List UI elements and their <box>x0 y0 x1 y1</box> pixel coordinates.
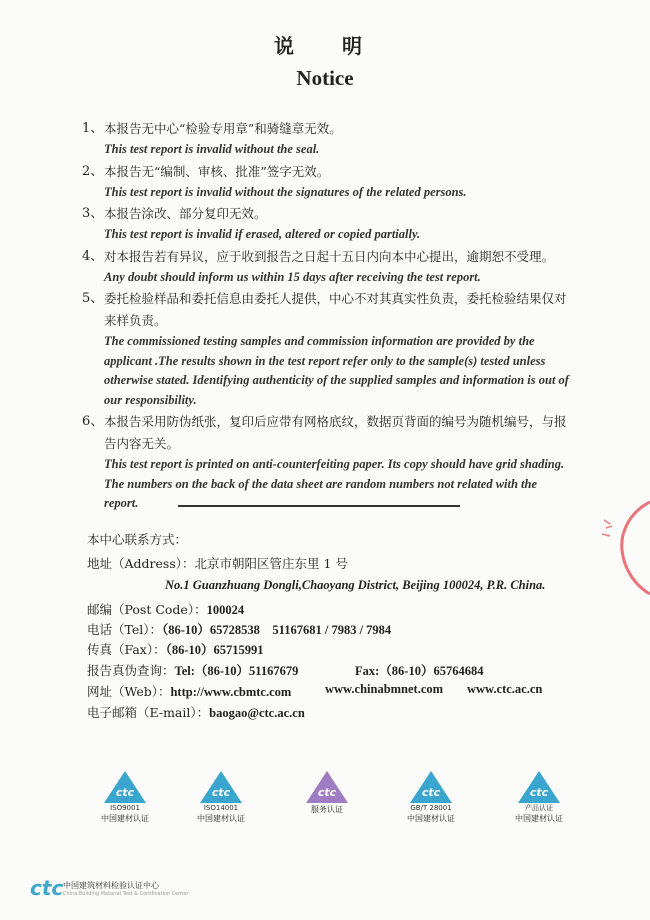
item-text-cn: 委托检验样品和委托信息由委托人提供，中心不对其真实性负责，委托检验结果仅对来样负责。 <box>104 291 567 328</box>
postcode-label: 邮编（Post Code）： <box>87 602 207 617</box>
email-link[interactable]: baogao@ctc.ac.cn <box>209 706 305 720</box>
logo-name: 中国建材认证 <box>197 814 245 823</box>
seal-marks <box>602 520 612 536</box>
logo-mark-text: ctc <box>421 786 441 799</box>
tel-row <box>87 620 391 638</box>
logo-code: 产品认证 <box>525 804 553 812</box>
item-text-cn: 本报告采用防伪纸张，复印后应带有网格底纹，数据页背面的编号为随机编号，与报告内容无关。 <box>104 414 567 451</box>
item-number: 5、 <box>82 291 104 306</box>
logo-mark-text: ctc <box>317 786 337 799</box>
fax-row <box>87 640 264 658</box>
certification-logo <box>166 770 276 824</box>
postcode-value: 100024 <box>206 603 245 617</box>
red-seal-stamp <box>590 498 650 598</box>
item-number: 2、 <box>82 163 104 179</box>
page-title-en: Notice <box>296 66 354 90</box>
logo-code: ISO14001 <box>203 804 239 812</box>
email-row <box>87 703 305 721</box>
ctc-logo: ctc <box>30 876 64 900</box>
notice-item <box>82 246 572 288</box>
ctc-triangle-icon <box>517 770 561 804</box>
footer-org-cn: 中国建筑材料检验认证中心 <box>63 881 159 890</box>
logo-name: 服务认证 <box>311 805 343 814</box>
page-title-cn: 说 明 <box>274 34 376 58</box>
ctc-triangle-icon <box>305 770 349 804</box>
certification-logos <box>0 770 650 830</box>
item-number: 6、 <box>82 414 104 429</box>
item-text-cn: 本报告无中心“检验专用章”和骑缝章无效。 <box>104 121 342 136</box>
inquiry-fax: Fax:（86-10）65764684 <box>355 664 484 678</box>
item-text-cn: 本报告涂改、部分复印无效。 <box>104 206 267 221</box>
logo-name: 中国建材认证 <box>101 814 149 823</box>
seal-arc <box>622 502 650 594</box>
logo-name: 中国建材认证 <box>515 814 563 823</box>
notice-item <box>82 411 572 514</box>
ctc-triangle-icon <box>409 770 453 804</box>
logo-mark-text: ctc <box>115 786 135 799</box>
footer-brand <box>30 874 330 904</box>
address-label: 地址（Address）： <box>87 556 195 571</box>
item-text-en: This test report is invalid without the signatures of the related persons. <box>104 184 467 199</box>
inquiry-row <box>87 661 298 679</box>
divider <box>178 505 460 507</box>
inquiry-label: 报告真伪查询： <box>87 663 175 678</box>
item-text-en: This test report is printed on anti-counterfeiting paper. Its copy should have grid shading. The numbers on the back of the data sheet are random numbers not related with the report. <box>104 457 565 510</box>
item-text-en: This test report is invalid without the seal. <box>104 142 320 156</box>
item-text-en: The commissioned testing samples and commission information are provided by the applicant .The results shown in the test report refer only to the sample(s) tested unless otherwise stated. Identifying authenticity of the supplied samples and information is out of our responsibility. <box>104 334 569 407</box>
ctc-triangle-icon <box>103 770 147 804</box>
ctc-triangle-icon <box>199 770 243 804</box>
item-text-en: Any doubt should inform us within 15 days after receiving the test report. <box>104 269 481 284</box>
web-link-2[interactable]: www.chinabmnet.com <box>325 682 444 696</box>
item-text-cn: 对本报告若有异议，应于收到报告之日起十五日内向本中心提出，逾期恕不受理。 <box>104 248 555 264</box>
logo-code: GB/T 28001 <box>410 804 452 812</box>
tel-value: （86-10）65728538 51167681 / 7983 / 7984 <box>162 623 392 637</box>
address-cn: 北京市朝阳区管庄东里 1 号 <box>194 556 348 571</box>
notice-item <box>82 203 572 245</box>
web-link-3[interactable]: www.ctc.ac.cn <box>467 682 543 696</box>
item-number: 4、 <box>82 248 104 264</box>
certification-logo <box>376 770 486 824</box>
notice-item <box>82 288 572 410</box>
address-en: No.1 Guanzhuang Dongli,Chaoyang District, Beijing 100024, P.R. China. <box>165 578 546 592</box>
item-number: 3、 <box>82 206 104 221</box>
web-label: 网址（Web）： <box>87 684 171 699</box>
logo-mark-text: ctc <box>529 786 549 799</box>
notice-item <box>82 118 572 160</box>
fax-label: 传真（Fax）： <box>87 642 166 657</box>
tel-label: 电话（Tel）： <box>87 622 163 637</box>
footer-org-en: China Building Material Test & Certification Center <box>63 891 189 897</box>
web-row <box>87 682 291 700</box>
postcode-row <box>87 600 244 618</box>
logo-name: 中国建材认证 <box>407 814 455 823</box>
contact-heading: 本中心联系方式： <box>87 532 188 547</box>
fax-value: （86-10）65715991 <box>165 643 264 657</box>
notice-list <box>82 118 572 515</box>
item-number: 1、 <box>82 121 104 136</box>
email-label: 电子邮箱（E-mail）： <box>87 705 210 720</box>
certification-logo <box>484 770 594 824</box>
logo-mark-text: ctc <box>211 786 231 799</box>
logo-code: ISO9001 <box>110 804 140 812</box>
item-text-cn: 本报告无“编制、审核、批准”签字无效。 <box>104 163 330 179</box>
notice-item <box>82 161 572 203</box>
inquiry-tel: Tel:（86-10）51167679 <box>174 664 299 678</box>
address-row <box>87 554 348 572</box>
certification-logo <box>70 770 180 824</box>
web-link-1[interactable]: http://www.cbmtc.com <box>170 685 292 699</box>
item-text-en: This test report is invalid if erased, altered or copied partially. <box>104 227 421 241</box>
certification-logo <box>272 770 382 815</box>
